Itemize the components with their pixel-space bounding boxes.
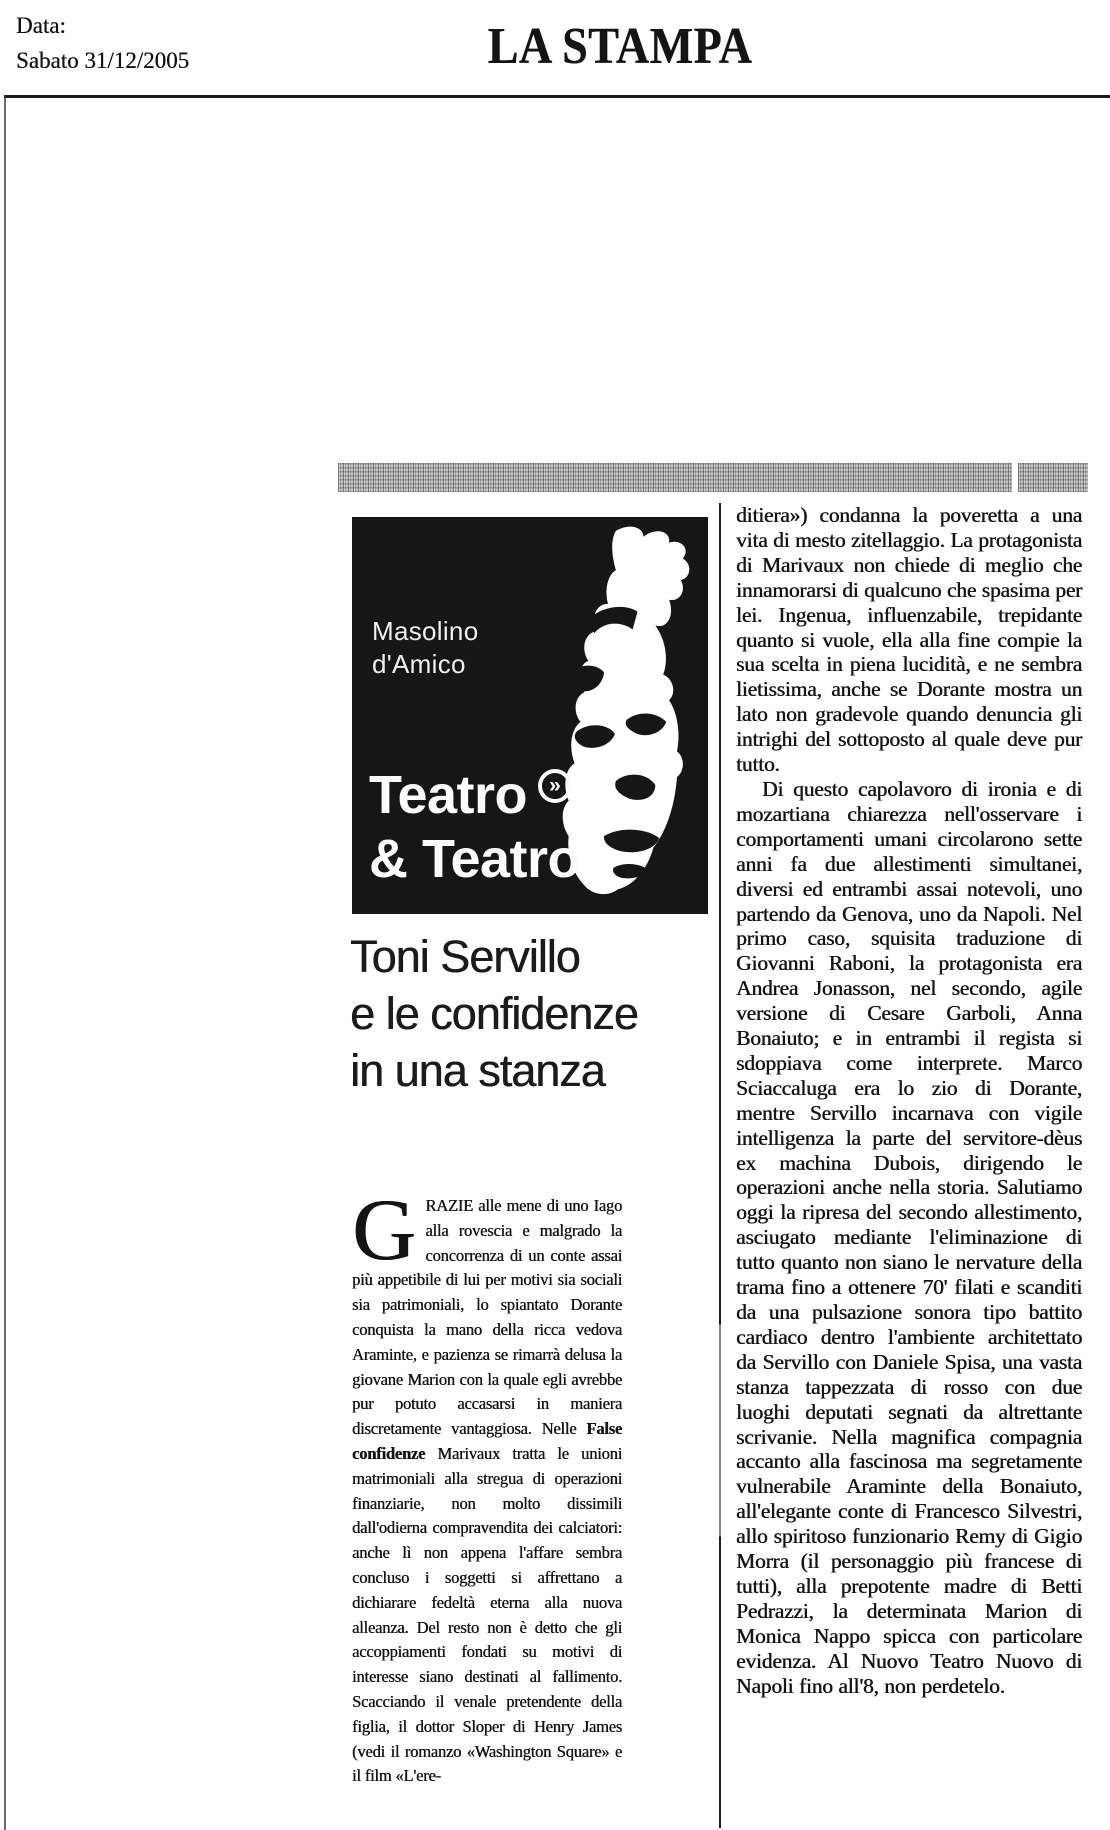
article-text-left: RAZIE alle mene di uno Iago alla rovescia e malgrado la concorrenza di un conte assai più appetibile di lui per motivi sia sociali sia patrimoniali, lo spiantato Dorante conquista la mano della ricca vedova Araminte, e pazienza se rimarrà delusa la giovane Marion con la quale egli avrebbe pur potuto accasarsi in maniera discretamente vantaggiosa. Nelle False confidenze Marivaux tratta le unioni matrimoniali alla stregua di operazioni finanziarie, non molto dissimili dall'odierna compravendita dei calciatori: anche lì non appena l'affare sembra concluso i soggetti si affrettano a dichiarare fedeltà eterna alla nuova alleanza. Del resto non è detto che gli accoppiamenti fondati su motivi di interesse siano destinati al fallimento. Scacciando il venale pretendente della figlia, il dottor Sloper di Henry James (vedi il romanzo «Washington Square» e il film «L'ere- [352, 1196, 622, 1786]
rubric-title-line1: Teatro [369, 765, 528, 825]
article-headline: Toni Servillo e le confidenze in una stanza [350, 931, 638, 1096]
column-divider-rule [719, 503, 721, 1828]
rubric-title-line2: & Teatro [369, 829, 581, 889]
page-left-border [4, 95, 6, 1830]
drop-cap: G [352, 1182, 416, 1279]
teatro-rubric-box [352, 517, 708, 914]
masthead-title: LA STAMPA [487, 17, 753, 75]
chevron-badge-icon: » [538, 769, 572, 803]
date-label: Data: [16, 13, 66, 38]
article-paragraph-2: Di questo capolavoro di ironia e di mozartiana chiarezza nell'osservare i comportamenti umani circolarono sette anni fa due allestimenti simultanei, diversi ed entrambi assai notevoli, uno partendo da Genova, uno da Napoli. Nel primo caso, squisita traduzione di Giovanni Raboni, la protagonista era Andrea Jonasson, nel secondo, agile versione di Cesare Garboli, Anna Bonaiuto; e in entrambi il regista si sdoppiava come interprete. Marco Sciaccaluga era lo zio di Dorante, mentre Servillo incarnava con vigile intelligenza la parte del servitore-dèus ex machina Dubois, dirigendo le operazioni anche nella storia. Salutiamo oggi la ripresa del secondo allestimento, asciugato mediante l'eliminazione di tutto quanto non siano le nervature della trama fino a ottenere 70' filati e scanditi da una pulsazione sonora tipo battito cardiaco dentro l'ambiente architettato da Servillo con Daniele Spisa, una vasta stanza tappezzata di rosso con due luoghi deputati segnati da altrettante scrivanie. Nella magnifica compagnia accanto alla fascinosa ma segretamente vulnerabile Araminte della Bonaiuto, all'elegante conte di Francesco Silvestri, allo spiritoso funzionario Remy di Gigio Morra (il personaggio più francese di tutti), alla prepotente madre di Betti Pedrazzi, la determinata Marion di Monica Nappo spicca con particolare evidenza. Al Nuovo Teatro Nuovo di Napoli fino all'8, non perdetelo. [736, 776, 1082, 1698]
author-first-name: Masolino [372, 616, 479, 646]
article-column-left [352, 1182, 622, 1789]
halftone-strip-segment-1 [338, 463, 1012, 492]
author-last-name: d'Amico [372, 649, 466, 679]
header-rule [4, 95, 1110, 98]
date-block [16, 8, 189, 78]
article-paragraph-1: ditiera») condanna la poveretta a una vita di mesto zitellaggio. La protagonista di Marivaux non chiede di meglio che innamorarsi di qualcuno che spasima per lei. Ingenua, influenzabile, trepidante quanto si vuole, ella alla fine compie la sua scelta in piena lucidità, e ne sembra lietissima, anche se Dorante mostra un lato non gradevole quando denuncia gli intrighi del sottoposto al quale deve pur tutto. [736, 503, 1082, 777]
article-column-right [736, 503, 1082, 1699]
halftone-strip-segment-2 [1018, 463, 1088, 492]
date-value: Sabato 31/12/2005 [16, 48, 190, 73]
author-byline [372, 615, 478, 681]
